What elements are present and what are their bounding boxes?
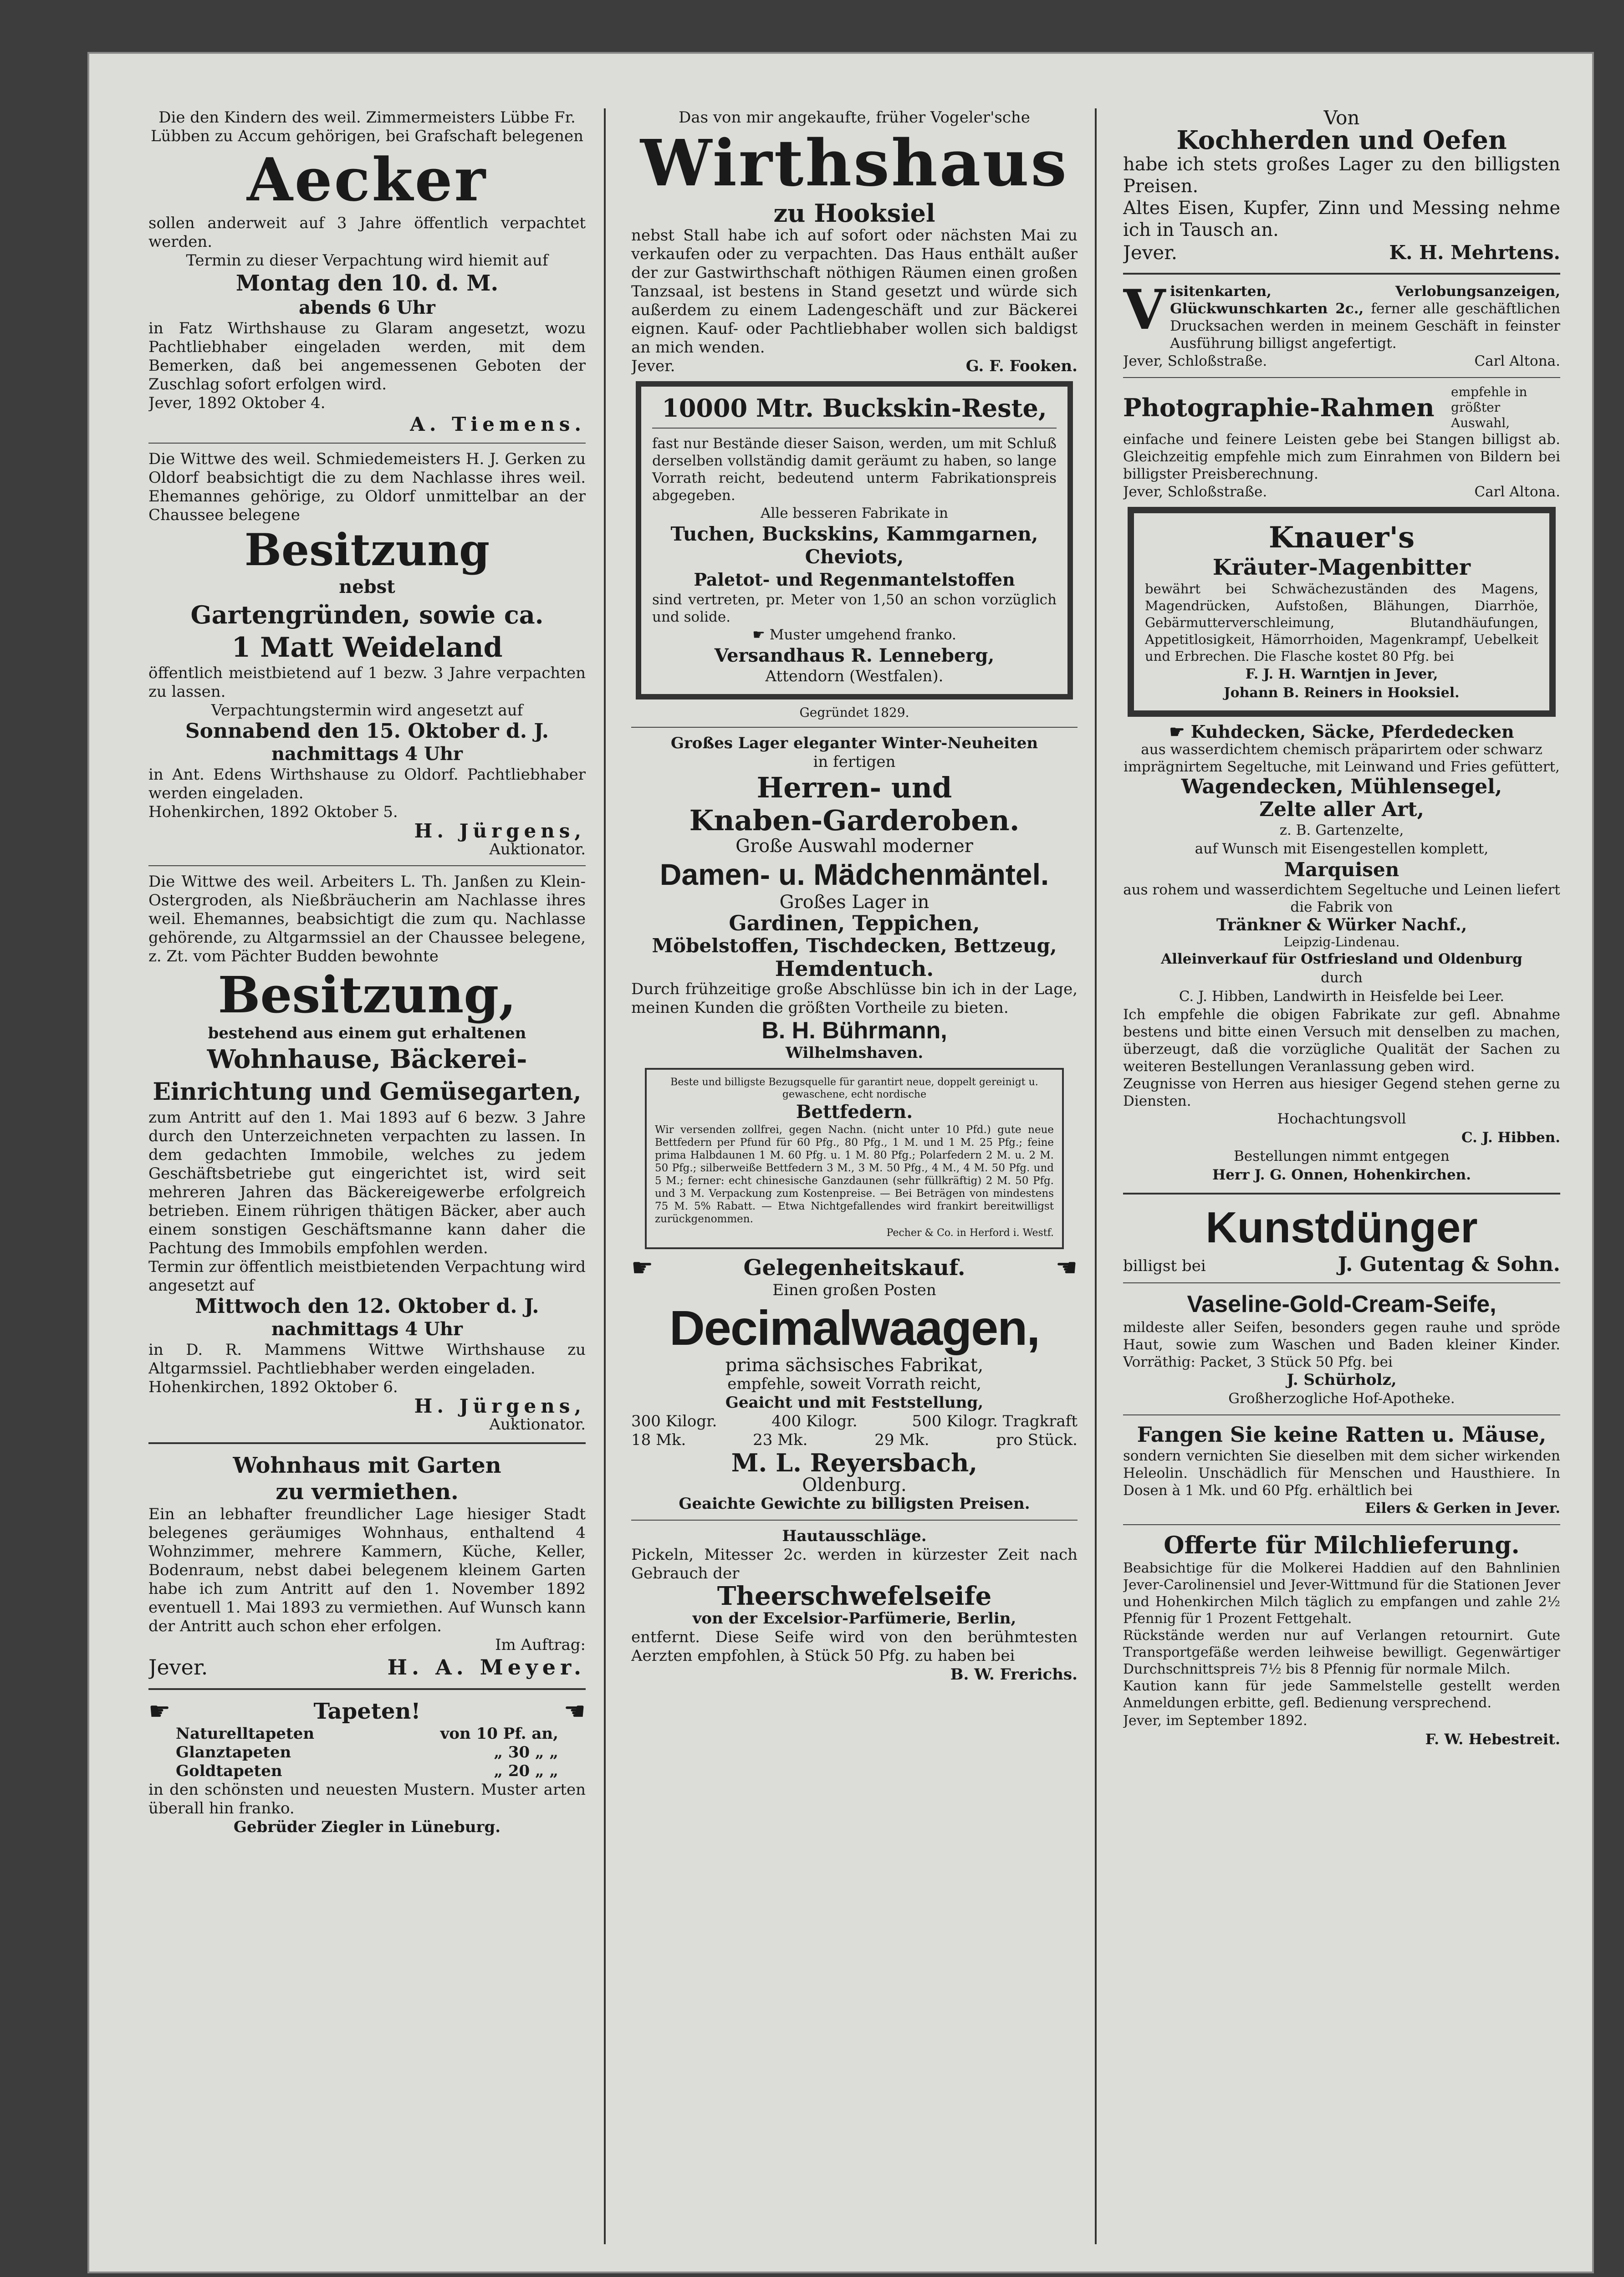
- pointing-hand-icon: ☚: [563, 1697, 586, 1726]
- ad-intro: Die Wittwe des weil. Arbeiters L. Th. Janßen zu Klein-Ostergroden, als Nießbräucherin am Nachlasse ihres weil. Ehemannes, beabsichtigt die zum qu. Nachlasse gehörende, zu Altgarmssiel an der Chaussee belegene, z. Zt. vom Pächter Budden bewohnte: [148, 873, 586, 965]
- divider: [1123, 377, 1560, 378]
- ad-text: Alleinverkauf für Ostfriesland und Oldenburg: [1161, 951, 1522, 967]
- divider: [1123, 273, 1560, 275]
- ad-text: Durch frühzeitige große Abschlüsse bin ich in der Lage, meinen Kunden die größten Vortheile zu bieten.: [631, 980, 1078, 1017]
- ad-photographie-rahmen: [1123, 384, 1560, 501]
- divider: [631, 1520, 1078, 1521]
- ad-signature: Eilers & Gerken in Jever.: [1365, 1500, 1560, 1516]
- ad-intro: Die Wittwe des weil. Schmiedemeisters H. J. Gerken zu Oldorf beabsichtigt die zu dem Nachlasse ihres weil. Ehemannes gehörige, zu Oldorf unmittelbar an der Chaussee belegene: [148, 450, 586, 524]
- ad-subtitle: Paletot- und Regenmantelstoffen: [694, 569, 1015, 590]
- ad-intro: Das von mir angekaufte, früher Vogeler'sche: [679, 108, 1030, 127]
- ad-milchlieferung: [1123, 1532, 1560, 1749]
- ad-text: Termin zur öffentlich meistbietenden Verpachtung wird angesetzt auf: [148, 1258, 586, 1295]
- ad-kochherde: [1123, 108, 1560, 265]
- ad-title: 10000 Mtr. Buckskin-Reste,: [662, 393, 1047, 423]
- ad-title: zu vermiethen.: [276, 1479, 459, 1505]
- ad-besitzung-altgarmssiel: [148, 873, 586, 1434]
- ad-vaseline-seife: [1123, 1290, 1560, 1408]
- item-price: „ 20 „ „: [494, 1762, 558, 1780]
- ad-signature: J. Schürholz,: [1287, 1371, 1397, 1389]
- ad-title: Besitzung,: [218, 965, 516, 1024]
- ad-tapeten: [148, 1698, 586, 1837]
- ad-text: Zeugnisse von Herren aus hiesiger Gegend stehen gerne zu Diensten.: [1123, 1076, 1560, 1109]
- ad-text: nebst Stall habe ich auf sofort oder nächsten Mai zu verkaufen oder zu verpachten. Das Haus enthält außer der zur Gastwirthschaft nöthigen Räumen einen großen Tanzsaal, ist bestens in Stand gesetzt und würde sich außerdem zu einem Ladengeschäft und zur Bäckerei eignen. Kauf- oder Pachtliebhaber wollen sich baldigst an mich wenden.: [631, 226, 1078, 357]
- price-row: [631, 1431, 1078, 1450]
- ad-title: Damen- u. Mädchenmäntel.: [659, 858, 1049, 891]
- ad-subtitle: Zelte aller Art,: [1259, 798, 1424, 821]
- ad-title: Herren- und: [756, 771, 952, 804]
- ad-signature: C. J. Hibben.: [1461, 1129, 1560, 1146]
- divider: [652, 428, 1057, 429]
- ad-title-row: [148, 1698, 586, 1725]
- ad-text: [652, 626, 1057, 644]
- ad-subtitle: von der Excelsior-Parfümerie, Berlin,: [692, 1609, 1016, 1628]
- ad-text: aus rohem und wasserdichtem Segeltuche und Leinen liefert die Fabrik von: [1123, 882, 1560, 915]
- price-list-item: [148, 1725, 586, 1743]
- ad-place: Jever, 1892 Oktober 4.: [148, 394, 326, 412]
- ad-footer: [631, 357, 1078, 376]
- ad-text: Alle besseren Fabrikate in: [760, 505, 949, 521]
- ad-title: Aecker: [246, 145, 487, 214]
- capacity-value: 300 Kilogr.: [631, 1412, 717, 1430]
- newspaper-page: [89, 54, 1592, 2272]
- ad-text: Herr J. G. Onnen, Hohenkirchen.: [1212, 1167, 1471, 1183]
- price-list: [148, 1725, 586, 1781]
- ad-title: Decimalwaagen,: [669, 1300, 1040, 1355]
- column-divider: [604, 108, 606, 2244]
- ad-intro: in fertigen: [813, 753, 896, 771]
- ad-title-row: [1123, 384, 1560, 431]
- ad-theerschwefelseife: [631, 1527, 1078, 1684]
- ad-text: auf Wunsch mit Eisengestellen komplett,: [1195, 841, 1489, 857]
- ad-intro: Die den Kindern des weil. Zimmermeisters Lübbe Fr. Lübben zu Accum gehörigen, bei Grafschaft belegenen: [150, 108, 584, 145]
- ad-subtitle: zu Hooksiel: [773, 199, 935, 228]
- ad-subtitle: Wagendecken, Mühlensegel,: [1181, 775, 1502, 798]
- ad-date: Sonnabend den 15. Oktober d. J.: [185, 720, 549, 743]
- ad-time: nachmittags 4 Uhr: [271, 743, 463, 765]
- ad-order: Im Auftrag:: [495, 1636, 586, 1654]
- ad-footer: [1123, 241, 1560, 265]
- divider: [148, 1442, 586, 1444]
- ad-footer: [1123, 1253, 1560, 1276]
- ad-subtitle: Cheviots,: [805, 546, 904, 568]
- ad-intro: Von: [1323, 108, 1360, 129]
- ad-signature: M. L. Reyersbach,: [731, 1448, 978, 1477]
- ad-text: sind vertreten, pr. Meter von 1,50 an schon vorzüglich und solide.: [652, 592, 1057, 625]
- ad-signature: Carl Altona.: [1474, 484, 1560, 500]
- pointing-hand-icon: ☛: [148, 1697, 171, 1726]
- ad-signature: H. A. Meyer.: [387, 1655, 586, 1680]
- ad-kunstduenger: [1123, 1203, 1560, 1276]
- ad-title: Wohnhaus mit Garten: [233, 1453, 501, 1478]
- ad-role: Großherzogliche Hof-Apotheke.: [1228, 1390, 1455, 1407]
- ad-wohnhaus: [148, 1452, 586, 1680]
- ad-text: Bestellungen nimmt entgegen: [1234, 1148, 1450, 1164]
- price-value: pro Stück.: [996, 1431, 1078, 1449]
- ad-place: Jever.: [631, 357, 675, 375]
- ad-text: Große Auswahl moderner: [735, 836, 973, 857]
- ad-text: zum Antritt auf den 1. Mai 1893 auf 6 bezw. 3 Jahre durch den Unterzeichneten verpachten zu lassen. In dem gedachten Immobile, welches zu jedem Geschäftsbetriebe gut eingerichtet ist, wird seit mehreren Jahren das Bäckereigewerbe erfolgreich betrieben. Einem rührigen thätigen Bäcker, aber auch einem sonstigen Geschäftsmanne kann daher die Pachtung des Immobils empfohlen werden.: [148, 1108, 586, 1257]
- divider: [1123, 1282, 1560, 1283]
- ad-place: Jever.: [148, 1655, 208, 1680]
- ad-text: öffentlich meistbietend auf 1 bezw. 3 Jahre verpachten zu lassen.: [148, 664, 586, 701]
- ad-intro: Einen großen Posten: [772, 1281, 936, 1299]
- ad-text: Ich empfehle die obigen Fabrikate zur gefl. Abnahme bestens und bitte einen Versuch mit denselben zu machen, überzeugt, daß die vorzügliche Qualität der Sachen zu weiteren Bestellungen Veranlassung geben wird.: [1123, 1006, 1560, 1075]
- price-value: 23 Mk.: [753, 1431, 808, 1449]
- ad-text: empfehle, soweit Vorrath reicht,: [727, 1375, 981, 1393]
- ad-title: Tapeten!: [313, 1699, 421, 1724]
- ad-text: Pickeln, Mitesser 2c. werden in kürzester Zeit nach Gebrauch der: [631, 1546, 1078, 1583]
- ad-besitzung-oldorf: [148, 450, 586, 859]
- ad-title: Gelegenheitskauf.: [743, 1255, 965, 1281]
- ad-title: Offerte für Milchlieferung.: [1164, 1532, 1520, 1559]
- ad-text: mildeste aller Seifen, besonders gegen rauhe und spröde Haut, sowie zum Waschen und Baden kleiner Kinder. Vorräthig: Packet, 3 Stück 50 Pfg. bei: [1123, 1319, 1560, 1370]
- ad-text: empfehle in größter Auswahl,: [1451, 384, 1527, 430]
- ad-text: Verpachtungstermin wird angesetzt auf: [211, 701, 523, 720]
- item-price: von 10 Pf. an,: [440, 1725, 558, 1743]
- ad-subtitle: Gartengründen, sowie ca.: [190, 600, 544, 629]
- ad-text: in Fatz Wirthshause zu Glaram angesetzt, wozu Pachtliebhaber eingeladen werden, mit dem Bemerken, daß bei angemessenen Geboten der Zuschlag sofort erfolgen wird.: [148, 319, 586, 393]
- ad-role: Auktionator.: [489, 840, 586, 858]
- divider: [1123, 1193, 1560, 1195]
- ad-agent: C. J. Hibben, Landwirth in Heisfelde bei Leer.: [1179, 988, 1505, 1005]
- ad-wirthshaus: [631, 108, 1078, 376]
- ad-title: Knauer's: [1268, 521, 1415, 555]
- pointing-hand-icon: ☛: [1169, 721, 1191, 742]
- ad-text: [1170, 283, 1560, 352]
- item-price: „ 30 „ „: [494, 1743, 558, 1761]
- price-value: 29 Mk.: [874, 1431, 929, 1449]
- ad-signature: Pecher & Co. in Herford i. Westf.: [886, 1227, 1054, 1239]
- capacity-row: [631, 1412, 1078, 1431]
- ad-place: Jever, im September 1892.: [1123, 1713, 1307, 1729]
- ad-location: Attendorn (Westfalen).: [765, 667, 944, 685]
- ad-place: Jever.: [1123, 241, 1178, 264]
- ad-text: bewährt bei Schwächezuständen des Magens, Magendrücken, Aufstoßen, Blähungen, Diarrhöe, Gebärmutterverschleimung, Blutandhäufungen, Appetitlosigkeit, Hämorrhoiden, Magenkrampf, Uebelkeit und Erbrechen. Die Flasche kostet 80 Pfg. bei: [1145, 581, 1538, 664]
- capacity-value: 400 Kilogr.: [771, 1412, 858, 1430]
- item-name: Goldtapeten: [176, 1762, 282, 1780]
- column-divider: [1095, 108, 1097, 2244]
- item-name: Naturelltapeten: [176, 1725, 315, 1743]
- ad-location: Wilhelmshaven.: [785, 1044, 924, 1062]
- ad-subtitle: Möbelstoffen, Tischdecken, Bettzeug,: [652, 934, 1057, 957]
- ad-intro: Beste und billigste Bezugsquelle für garantirt neue, doppelt gereinigt u. gewaschene, echt nordische: [670, 1077, 1038, 1100]
- ad-signature: Gebrüder Ziegler in Lüneburg.: [233, 1818, 501, 1836]
- ad-signature: K. H. Mehrtens.: [1389, 241, 1560, 264]
- ad-date: Montag den 10. d. M.: [235, 271, 499, 296]
- ad-title: [1123, 722, 1560, 741]
- item-name: Glanztapeten: [176, 1743, 291, 1761]
- ad-subtitle: Wohnhause, Bäckerei-: [207, 1044, 527, 1074]
- ad-signature: H. Jürgens,: [414, 1395, 586, 1417]
- ad-intro: Großes Lager eleganter Winter-Neuheiten: [670, 734, 1038, 752]
- divider: [148, 865, 586, 866]
- ad-signature: Johann B. Reiners in Hooksiel.: [1224, 685, 1460, 701]
- drop-cap: V: [1123, 278, 1166, 342]
- column-middle: [631, 108, 1078, 2244]
- ad-subtitle: 1 Matt Weideland: [231, 632, 503, 664]
- ad-title: Kuhdecken, Säcke, Pferdedecken: [1190, 721, 1514, 742]
- ad-signature: A. Tiemens.: [410, 413, 586, 435]
- ad-text: Geaicht und mit Feststellung,: [725, 1394, 984, 1412]
- ad-text: fast nur Bestände dieser Saison, werden, um mit Schluß derselben vollständig damit geräumt zu haben, so lange Vorrath reicht, bedeutend unterm Fabrikationspreis abgegeben.: [652, 435, 1057, 504]
- column-right: [1123, 108, 1560, 2244]
- ad-title: isitenkarten, Verlobungsanzeigen, Glückwunschkarten 2c.,: [1170, 283, 1560, 317]
- ad-text: durch: [1321, 970, 1363, 986]
- ad-founded: Gegründet 1829.: [799, 705, 909, 720]
- divider: [1123, 1414, 1560, 1415]
- ad-text: billigst bei: [1123, 1257, 1206, 1275]
- ad-text: Altes Eisen, Kupfer, Zinn und Messing nehme ich in Tausch an.: [1123, 198, 1560, 240]
- ad-text: Ein an lebhafter freundlicher Lage hiesiger Stadt belegenes geräumiges Wohnhaus, enthaltend 4 Wohnzimmer, mehrere Kammern, Küche, Keller, Bodenraum, nebst dabei belegenem kleinem Garten habe ich zum Antritt auf den 1. November 1892 eventuell 1. Mai 1893 zu vermiethen. Auf Wunsch kann der Antritt auch schon eher erfolgen.: [148, 1505, 586, 1635]
- divider: [631, 727, 1078, 728]
- ad-text: Termin zu dieser Verpachtung wird hiemit auf: [186, 251, 548, 270]
- ad-text: in den schönsten und neuesten Mustern. Muster arten überall hin franko.: [148, 1781, 586, 1818]
- ad-subtitle: Einrichtung und Gemüsegarten,: [153, 1078, 582, 1106]
- ad-text: sollen anderweit auf 3 Jahre öffentlich verpachtet werden.: [148, 214, 586, 251]
- ad-buckskin-box: [636, 381, 1073, 699]
- divider: [148, 1688, 586, 1690]
- ad-greeting: Hochachtungsvoll: [1277, 1111, 1406, 1127]
- ad-signature: F. J. H. Warntjen in Jever,: [1245, 666, 1438, 682]
- ad-signature: B. H. Bührmann,: [761, 1017, 947, 1044]
- ad-time: abends 6 Uhr: [299, 297, 435, 318]
- ad-title: Knaben-Garderoben.: [689, 804, 1020, 837]
- ad-subtitle: Tuchen, Buckskins, Kammgarnen,: [670, 523, 1038, 545]
- ad-decimalwaagen: [631, 1255, 1078, 1513]
- ad-location: Oldenburg.: [802, 1475, 907, 1496]
- capacity-value: 500 Kilogr. Tragkraft: [912, 1412, 1078, 1430]
- ad-text: ferner alle geschäftlichen Drucksachen werden in meinem Geschäft in feinster Ausführung billigst angefertigt.: [1170, 301, 1560, 352]
- ad-text: sondern vernichten Sie dieselben mit dem sicher wirkenden Heleolin. Unschädlich für Menschen und Hausthiere. In Dosen à 1 Mk. und 60 Pfg. erhältlich bei: [1123, 1448, 1560, 1499]
- ad-subtitle: Marquisen: [1284, 858, 1399, 881]
- pointing-hand-icon: ☛: [752, 627, 770, 643]
- divider: [148, 443, 586, 444]
- ad-subtitle: Hemdentuch.: [775, 956, 934, 981]
- pointing-hand-icon: ☛: [631, 1253, 654, 1282]
- ad-text: in Ant. Edens Wirthshause zu Oldorf. Pachtliebhaber werden eingeladen.: [148, 766, 586, 802]
- ad-title: Vaseline-Gold-Cream-Seife,: [1187, 1291, 1496, 1317]
- ad-title: Kochherden und Oefen: [1176, 125, 1507, 155]
- ad-signature: J. Gutentag & Sohn.: [1338, 1253, 1560, 1276]
- ad-text: Kaution kann für jede Sammelstelle gestellt werden Anmeldungen erbitte, gefl. Bedienung versprechend.: [1123, 1678, 1560, 1711]
- column-left: [148, 108, 586, 2244]
- ad-text: bestehend aus einem gut erhaltenen: [208, 1024, 526, 1042]
- ad-text: einfache und feinere Leisten gebe bei Stangen billigst ab. Gleichzeitig empfehle mich zum Einrahmen von Bildern bei billigster Preisberechnung.: [1123, 431, 1560, 482]
- ad-footer: [1123, 483, 1560, 501]
- ad-place: Hohenkirchen, 1892 Oktober 6.: [148, 1378, 398, 1396]
- ad-date: Mittwoch den 12. Oktober d. J.: [195, 1295, 539, 1318]
- ad-footer: [148, 1654, 586, 1680]
- ad-text: nebst: [339, 576, 395, 597]
- ad-signature: G. F. Fooken.: [965, 357, 1078, 375]
- ad-text: Großes Lager in: [779, 892, 929, 913]
- ad-visitenkarten: [1123, 278, 1560, 371]
- ad-place: Jever, Schloßstraße.: [1123, 353, 1267, 369]
- ad-body: [1123, 278, 1560, 352]
- ad-time: nachmittags 4 Uhr: [271, 1318, 463, 1340]
- ad-title: Bettfedern.: [796, 1101, 913, 1123]
- ad-signature: Versandhaus R. Lenneberg,: [714, 645, 995, 666]
- divider: [1123, 1524, 1560, 1525]
- price-value: 18 Mk.: [631, 1431, 686, 1449]
- ad-text: aus wasserdichtem chemisch präparirtem oder schwarz imprägnirtem Segeltuche, mit Leinwand und Fries gefüttert,: [1124, 741, 1560, 775]
- ad-title: Photographie-Rahmen: [1123, 393, 1435, 422]
- ad-signature: H. Jürgens,: [414, 820, 586, 842]
- ad-title: Besitzung: [244, 524, 490, 576]
- ad-signature: Carl Altona.: [1474, 353, 1560, 369]
- ad-role: Auktionator.: [489, 1415, 586, 1434]
- ad-text: entfernt. Diese Seife wird von den berühmtesten Aerzten empfohlen, à Stück 50 Pfg. zu haben bei: [631, 1628, 1078, 1665]
- ad-title: Wirthshaus: [640, 126, 1069, 201]
- ad-signature: F. W. Hebestreit.: [1425, 1731, 1560, 1748]
- ad-title: Fangen Sie keine Ratten u. Mäuse,: [1137, 1422, 1547, 1447]
- ad-buehrmann: [631, 734, 1078, 1062]
- ad-text: habe ich stets großes Lager zu den billigsten Preisen.: [1123, 154, 1560, 197]
- ad-place: Hohenkirchen, 1892 Oktober 5.: [148, 803, 398, 821]
- ad-location: Leipzig-Lindenau.: [1283, 934, 1400, 950]
- ad-signature: B. W. Frerichs.: [950, 1665, 1078, 1684]
- ad-footer: [1123, 352, 1560, 371]
- ad-title: Theerschwefelseife: [717, 1581, 992, 1611]
- ad-aecker: [148, 108, 586, 436]
- ad-ratten: [1123, 1422, 1560, 1518]
- ad-magenbitter-box: [1128, 507, 1556, 717]
- ad-footer-text: Geaichte Gewichte zu billigsten Preisen.: [679, 1495, 1030, 1513]
- ad-text: in D. R. Mammens Wittwe Wirthshause zu Altgarmssiel. Pachtliebhaber werden eingeladen.: [148, 1341, 586, 1378]
- ad-text: Beabsichtige für die Molkerei Haddien auf den Bahnlinien Jever-Carolinensiel und Jever-Wittmund für die Stationen Jever und Hohenkirchen Milch täglich zu empfangen und zahle 2½ Pfennig für 1 Prozent Fettgehalt.: [1123, 1560, 1560, 1627]
- ad-text: Rückstände werden nur auf Verlangen retournirt. Gute Transportgefäße werden leihweise bewilligt. Gegenwärtiger Durchschnittspreis 7½ bis 8 Pfennig für normale Milch.: [1123, 1628, 1560, 1677]
- ad-subtitle: prima sächsisches Fabrikat,: [725, 1355, 984, 1376]
- ad-text: Wir versenden zollfrei, gegen Nachn. (nicht unter 10 Pfd.) gute neue Bettfedern per Pfund für 60 Pfg., 80 Pfg., 1 M. und 1 M. 25 Pfg.; feine prima Halbdaunen 1 M. 60 Pfg. u. 1 M. 80 Pfg.; Polarfedern 2 M. u. 2 M. 50 Pfg.; silberweiße Bettfedern 3 M., 3 M. 50 Pfg., 4 M., 4 M. 50 Pfg. und 5 M.; ferner: echt chinesische Ganzdaunen (sehr füllkräftig) 2 M. 50 Pfg. und 3 M. Verpackung zum Kostenpreise. — Bei Beträgen von mindestens 75 M. 5% Rabatt. — Etwa Nichtgefallendes wird frankirt bereitwilligst zurückgenommen.: [655, 1124, 1054, 1225]
- ad-maker: Tränkner & Würker Nachf.,: [1216, 915, 1467, 934]
- ad-title: Kunstdünger: [1205, 1203, 1478, 1252]
- ad-title: Kräuter-Magenbitter: [1212, 555, 1471, 580]
- ad-subtitle: Gardinen, Teppichen,: [729, 911, 980, 935]
- ad-text: z. B. Gartenzelte,: [1279, 822, 1404, 838]
- ad-segeltuch: [1123, 722, 1560, 1184]
- pointing-hand-icon: ☚: [1055, 1253, 1078, 1282]
- ad-place: Jever, Schloßstraße.: [1123, 484, 1267, 500]
- price-list-item: [148, 1762, 586, 1781]
- ad-title-row: [631, 1255, 1078, 1281]
- ad-intro: Hautausschläge.: [782, 1527, 927, 1545]
- ad-bettfedern-box: [645, 1068, 1064, 1249]
- price-list-item: [148, 1743, 586, 1762]
- ad-text: Muster umgehend franko.: [769, 627, 956, 643]
